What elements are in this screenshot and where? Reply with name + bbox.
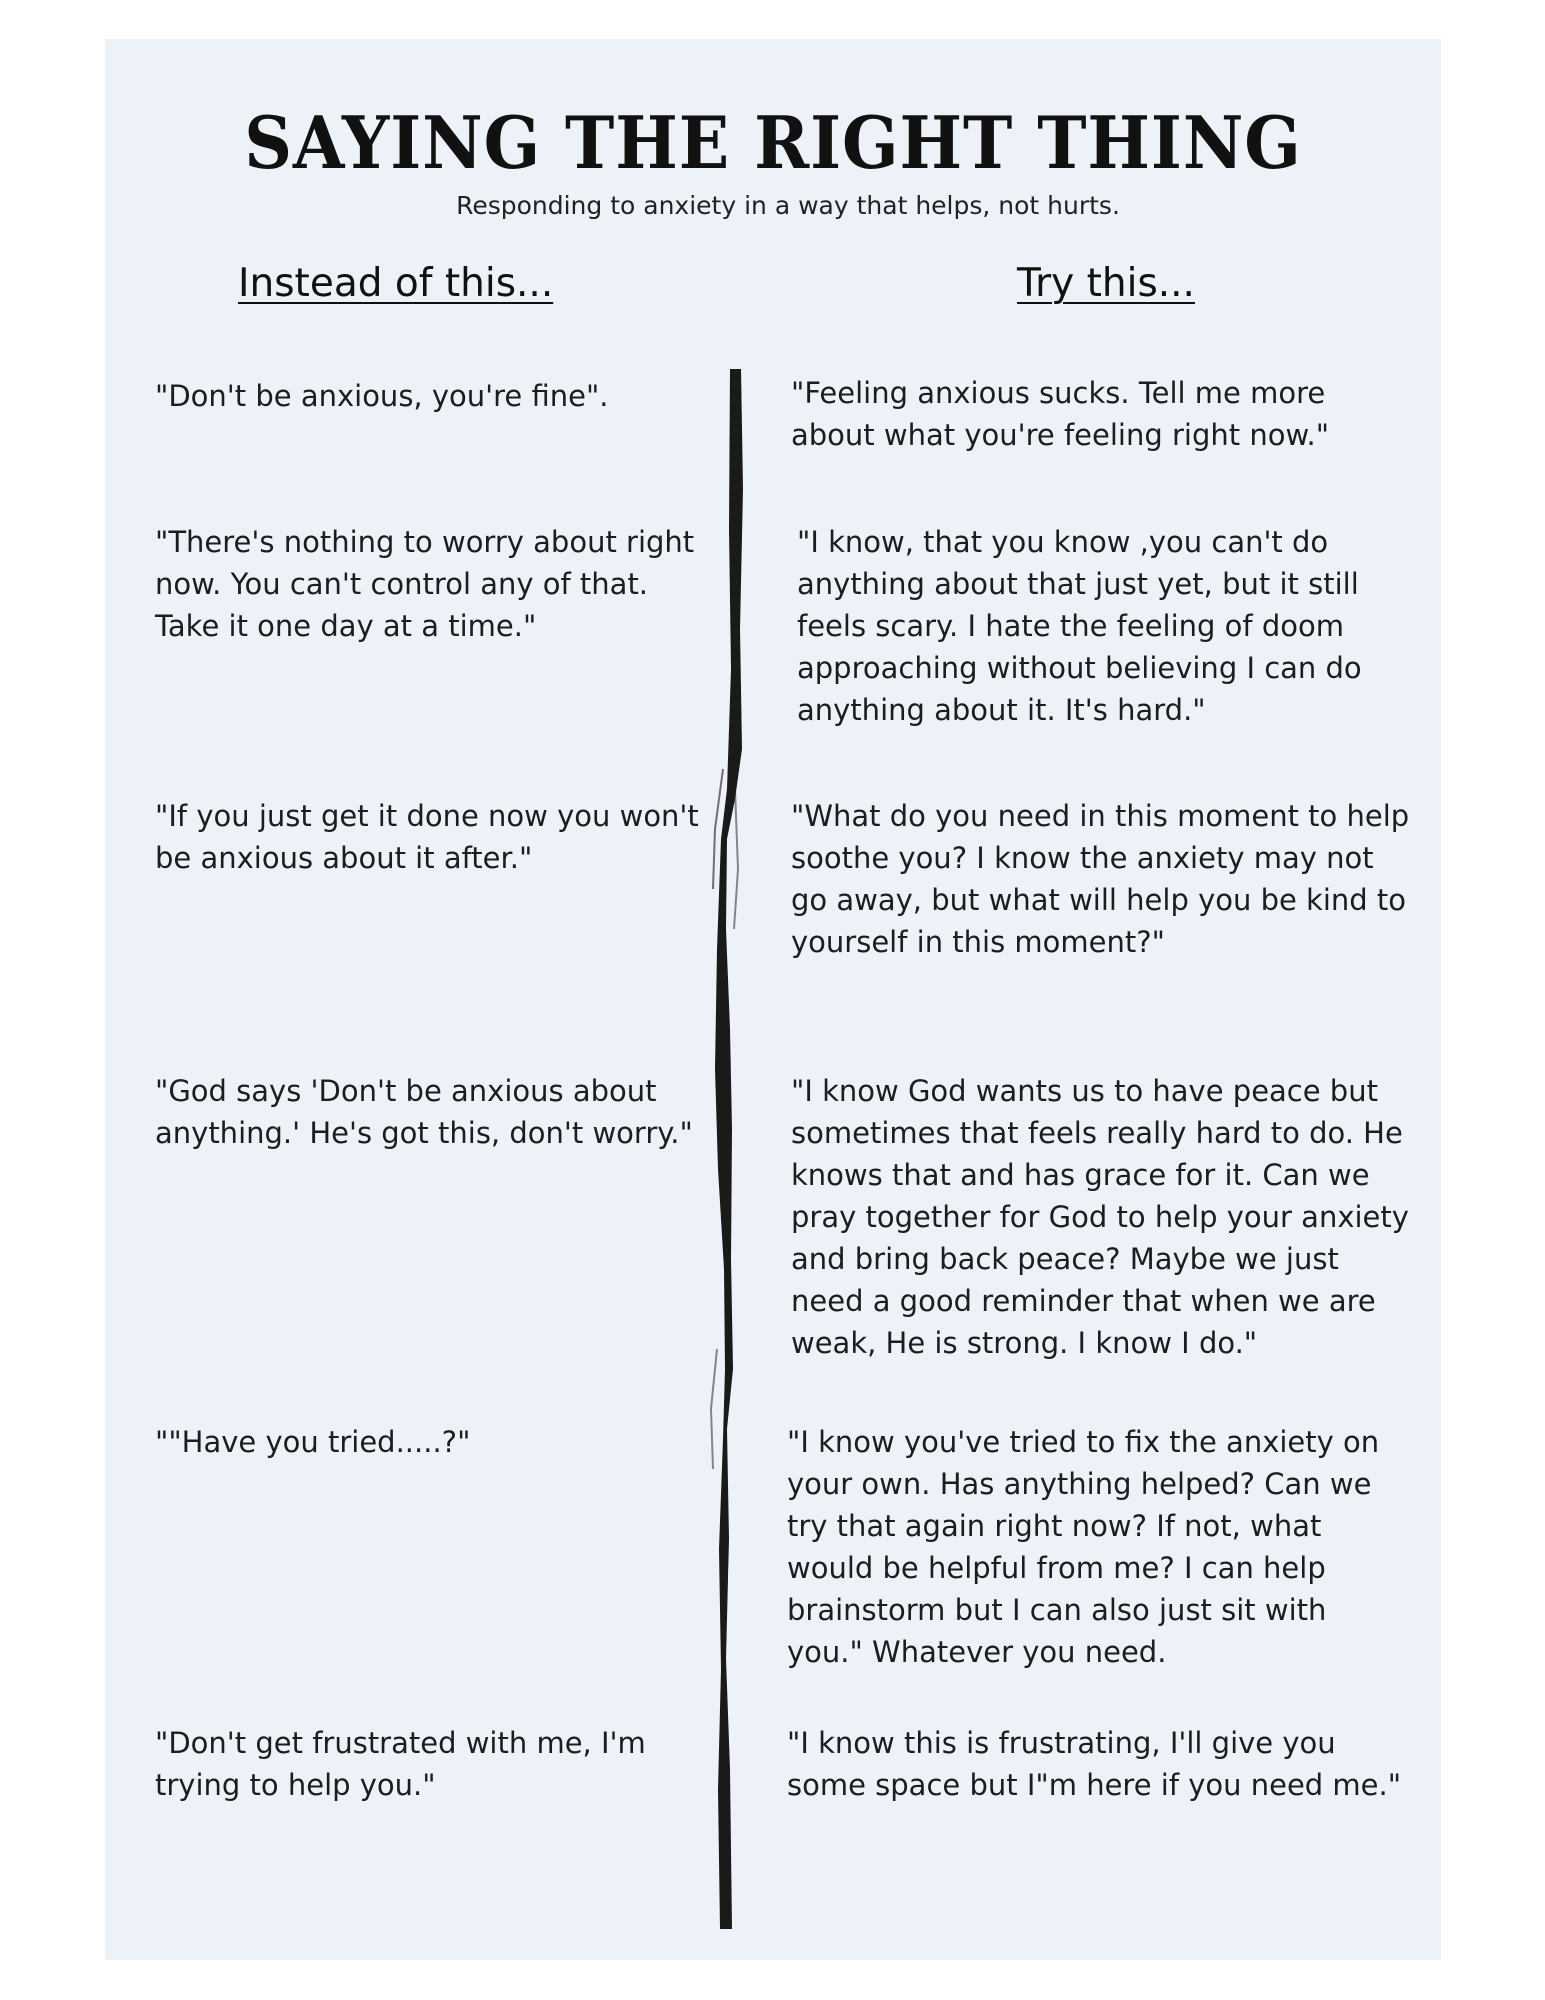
instead-item: "God says 'Don't be anxious about anything.' He's got this, don't worry." (155, 1074, 693, 1150)
try-item: "Feeling anxious sucks. Tell me more about what you're feeling right now." (791, 376, 1330, 452)
try-item: "I know you've tried to fix the anxiety on your own. Has anything helped? Can we try that again right now? If not, what would be helpful from me? I can help brainstorm but I can also just sit with you." Whatever you need. (787, 1425, 1380, 1669)
instead-item: "If you just get it done now you won't be anxious about it after." (155, 799, 699, 875)
worksheet-card (105, 39, 1441, 1960)
brush-divider (705, 369, 755, 1929)
try-item: "I know God wants us to have peace but sometimes that feels really hard to do. He knows that and has grace for it. Can we pray together for God to help your anxiety and bring back peace? Maybe we just need a good reminder that when we are weak, He is strong. I know I do." (791, 1074, 1409, 1360)
right-column-heading: Try this... (1017, 261, 1195, 306)
instead-item: "Don't be anxious, you're fine". (155, 379, 609, 413)
instead-item: "There's nothing to worry about right now. You can't control any of that. Take it one day at a time." (155, 525, 695, 643)
try-item: "I know, that you know ,you can't do anything about that just yet, but it still feels scary. I hate the feeling of doom approaching without believing I can do anything about it. It's hard." (797, 525, 1362, 727)
left-column-heading: Instead of this... (238, 261, 554, 306)
instead-item: ""Have you tried.....?" (155, 1425, 471, 1459)
try-item: "I know this is frustrating, I'll give you some space but I"m here if you need me." (787, 1726, 1402, 1802)
page-subtitle: Responding to anxiety in a way that helps, not hurts. (456, 191, 1120, 220)
page-title: SAYING THE RIGHT THING (244, 100, 1302, 185)
instead-item: "Don't get frustrated with me, I'm trying to help you." (155, 1726, 646, 1802)
try-item: "What do you need in this moment to help soothe you? I know the anxiety may not go away, but what will help you be kind to yourself in this moment?" (791, 799, 1410, 959)
